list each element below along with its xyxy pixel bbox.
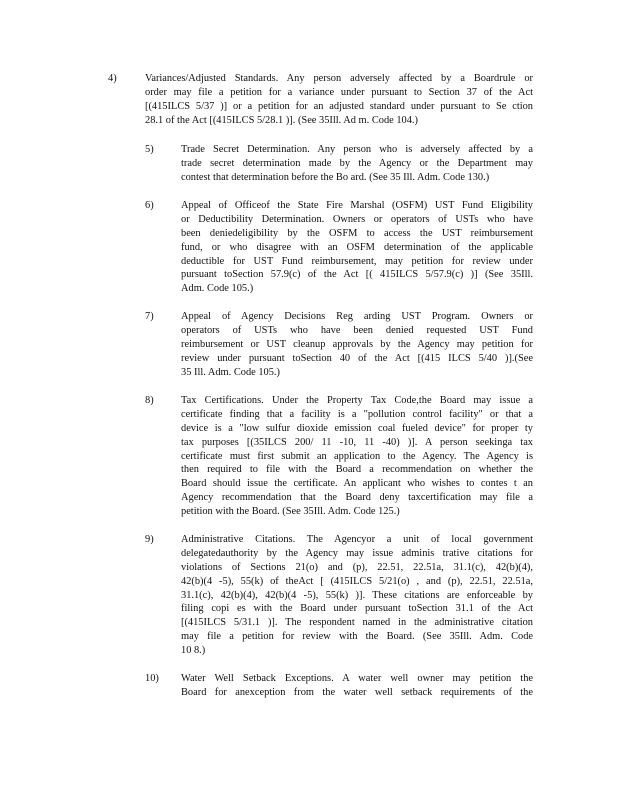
item-text <box>181 199 533 296</box>
text-line: pursuant toSection 57.9(c) of the Act [( 415ILCS 5/57.9(c) )] (See 35Ill. <box>181 269 533 281</box>
text-line: filing copi es with the Board under pursuant toSection 31.1 of the Act <box>181 603 533 615</box>
text-line: Agency recommendation that the Board deny taxcertification may file a <box>181 492 533 504</box>
text-line: Water Well Setback Exceptions. A water well owner may petition the <box>181 673 533 684</box>
item-text <box>181 672 533 700</box>
text-line: 42(b)(4 -5), 55(k) of theAct [ (415ILCS 5/21(o) , and (p), 22.51, 22.51a, <box>181 575 533 587</box>
item-number: 6) <box>145 200 154 211</box>
text-line: then required to file with the Board a recommendation on whether the <box>181 464 533 476</box>
item-text <box>181 310 533 379</box>
text-line: 10 8.) <box>181 645 206 657</box>
text-line: violations of Sections 21(o) and (p), 22.51, 22.51a, 31.1(c), 42(b)(4), <box>181 561 533 573</box>
item-number: 9) <box>145 534 154 545</box>
text-line: 28.1 of the Act [(415ILCS 5/28.1 )]. (See 35Ill. Ad m. Code 104.) <box>145 114 419 126</box>
text-line: may file a petition for review with the Board. (See 35Ill. Adm. Code <box>181 631 533 643</box>
text-line: Appeal of Officeof the State Fire Marshal (OSFM) UST Fund Eligibility <box>181 200 533 211</box>
text-line: contest that determination before the Bo ard. (See 35 Ill. Adm. Code 130.) <box>181 171 490 183</box>
text-line: 31.1(c), 42(b)(4), 42(b)(4 -5), 55(k) )]. These citations are enforceable by <box>181 589 533 601</box>
text-line: 35 Ill. Adm. Code 105.) <box>181 366 280 378</box>
item-number: 8) <box>145 395 154 406</box>
text-line: petition with the Board. (See 35Ill. Adm. Code 125.) <box>181 506 400 518</box>
text-line: operators of USTs who have been denied requested UST Fund <box>181 324 533 336</box>
text-line: trade secret determination made by the Agency or the Department may <box>181 157 533 169</box>
text-line: Tax Certifications. Under the Property Tax Code,the Board may issue a <box>181 395 533 406</box>
text-line: certificate must first submit an application to the Agency. The Agency is <box>181 450 533 462</box>
text-line: Board for anexception from the water well setback requirements of the <box>181 686 533 698</box>
text-line: order may file a petition for a variance under pursuant to Section 37 of the Act <box>145 86 533 98</box>
text-line: Trade Secret Determination. Any person who is adversely affected by a <box>181 144 533 155</box>
text-line: Adm. Code 105.) <box>181 283 254 295</box>
item-text <box>181 533 533 658</box>
item-text <box>145 72 533 128</box>
text-line: review under pursuant toSection 40 of the Act [(415 ILCS 5/40 )].(See <box>181 352 533 364</box>
item-text <box>181 394 533 519</box>
text-line: been deniedeligibility by the OSFM to access the UST reimbursement <box>181 227 533 239</box>
item-number: 10) <box>145 673 159 684</box>
item-text <box>181 143 533 185</box>
text-line: deductible for UST Fund reimbursement, may petition for review under <box>181 255 533 267</box>
text-line: tax purposes [(35ILCS 200/ 11 -10, 11 -40) )]. A person seekinga tax <box>181 436 533 448</box>
item-number: 4) <box>108 73 117 84</box>
item-number: 5) <box>145 144 154 155</box>
text-line: Administrative Citations. The Agencyor a unit of local government <box>181 534 533 545</box>
text-line: [(415ILCS 5/31.1 )]. The respondent named in the administrative citation <box>181 617 533 629</box>
text-line: certificate finding that a facility is a "pollution control facility" or that a <box>181 408 533 420</box>
text-line: reimbursement or UST cleanup approvals by the Agency may petition for <box>181 338 533 350</box>
text-line: Appeal of Agency Decisions Reg arding UST Program. Owners or <box>181 311 533 322</box>
text-line: Variances/Adjusted Standards. Any person adversely affected by a Boardrule or <box>145 73 533 84</box>
text-line: or Deductibility Determination. Owners or operators of USTs who have <box>181 213 533 225</box>
item-number: 7) <box>145 311 154 322</box>
text-line: device is a "low sulfur dioxide emission coal fueled device" for proper ty <box>181 422 533 434</box>
text-line: delegatedauthority by the Agency may issue adminis trative citations for <box>181 547 533 559</box>
text-line: Board should issue the certificate. An applicant who wishes to contes t an <box>181 478 533 490</box>
text-line: [(415ILCS 5/37 )] or a petition for an adjusted standard under pursuant to Se ction <box>145 100 533 112</box>
text-line: fund, or who disagree with an OSFM determination of the applicable <box>181 241 533 253</box>
